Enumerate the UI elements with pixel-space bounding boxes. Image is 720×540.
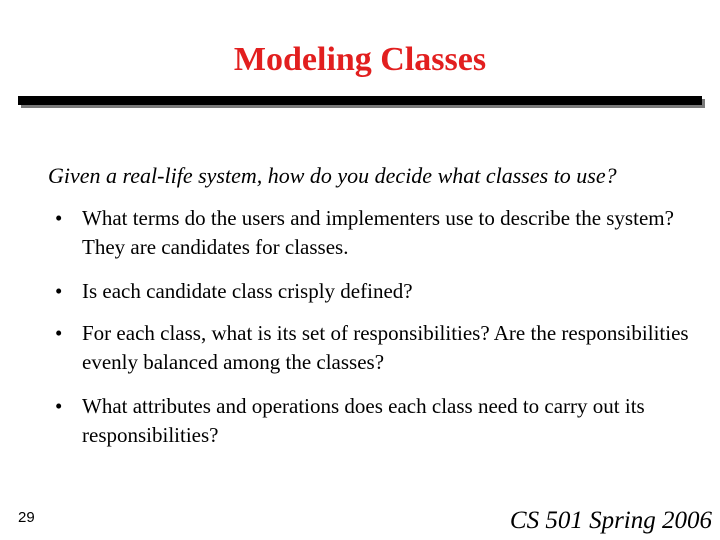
bullet-text: What terms do the users and implementers use to describe the system? They are candidates for classes. <box>82 206 674 259</box>
bullet-text: What attributes and operations does each class need to carry out its responsibilities? <box>82 394 645 447</box>
bullet-dot-icon: • <box>55 394 63 418</box>
bullet-text: For each class, what is its set of responsibilities? Are the responsibilities evenly balanced among the classes? <box>82 321 689 374</box>
bullet-dot-icon: • <box>55 321 63 345</box>
intro-question: Given a real-life system, how do you decide what classes to use? <box>48 163 617 188</box>
slide-title: Modeling Classes <box>233 41 487 78</box>
course-footer: CS 501 Spring 2006 <box>509 507 712 534</box>
bullet-item <box>55 319 695 377</box>
title-divider <box>18 96 702 105</box>
bullet-item <box>55 204 695 262</box>
bullet-dot-icon: • <box>55 279 63 303</box>
bullet-item <box>55 392 695 450</box>
bullet-dot-icon: • <box>55 206 63 230</box>
bullet-text: Is each candidate class crisply defined? <box>82 279 413 303</box>
slide-number: 29 <box>18 509 35 526</box>
bullet-item <box>55 277 695 306</box>
